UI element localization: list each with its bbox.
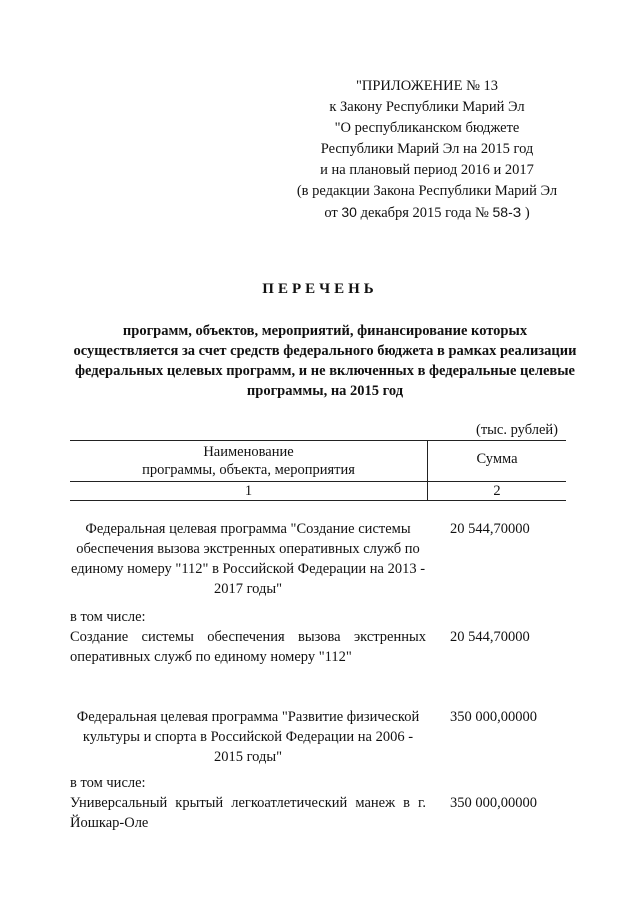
program-name: Федеральная целевая программа "Создание системы обеспечения вызова экстренных оперативных служб по единому номеру "112" в Российской Федерации на 2013 - 2017 годы" (70, 521, 426, 597)
appendix-revision: (в редакции Закона Республики Марий Эл (296, 183, 558, 199)
program-item-amount: 350 000,00000 (450, 795, 537, 811)
revision-law-number: 58-З (492, 204, 522, 220)
revision-date-suffix: ) (524, 205, 530, 221)
table-header-row (70, 441, 566, 481)
appendix-number: "ПРИЛОЖЕНИЕ № 13 (355, 78, 499, 94)
program-item-amount: 20 544,70000 (450, 629, 530, 645)
program-item-name: Создание системы обеспечения вызова экстренных оперативных служб по единому номеру "112" (70, 629, 426, 665)
revision-day: 30 (341, 204, 357, 220)
document-title: ПЕРЕЧЕНЬ (262, 281, 378, 297)
column-name-line2: программы, объекта, мероприятия (142, 462, 355, 478)
appendix-planning-period: и на плановый период 2016 и 2017 (320, 162, 534, 178)
column-sum-header: Сумма (476, 451, 518, 467)
appendix-law-title: "О республиканском бюджете (334, 120, 520, 136)
appendix-revision-date (272, 202, 582, 224)
including-label: в том числе: (70, 609, 146, 625)
program-name: Федеральная целевая программа "Развитие физической культуры и спорта в Российской Федерации на 2006 - 2015 годы" (76, 709, 420, 765)
appendix-law-ref: к Закону Республики Марий Эл (329, 99, 525, 115)
column-name-header (70, 441, 428, 481)
units-note: (тыс. рублей) (476, 422, 558, 438)
revision-date-prefix: от (324, 205, 338, 221)
table-header (70, 440, 566, 501)
program-amount: 20 544,70000 (450, 521, 530, 537)
appendix-header (272, 76, 582, 224)
document-subtitle: программ, объектов, мероприятий, финансирование которых осуществляется за счет средств федерального бюджета в рамках реализации федеральных целевых программ, и не включенных в федеральные целевые программы, на 2015 год (73, 323, 577, 399)
revision-date-middle: декабря 2015 года № (360, 205, 489, 221)
appendix-budget-year: Республики Марий Эл на 2015 год (320, 141, 534, 157)
column-number-1: 1 (70, 482, 428, 500)
program-amount: 350 000,00000 (450, 709, 537, 725)
column-number-2: 2 (493, 483, 501, 499)
including-label: в том числе: (70, 775, 146, 791)
program-item-name: Универсальный крытый легкоатлетический манеж в г. Йошкар-Оле (70, 795, 426, 831)
column-name-line1: Наименование (203, 444, 294, 460)
table-column-numbers (70, 481, 566, 500)
